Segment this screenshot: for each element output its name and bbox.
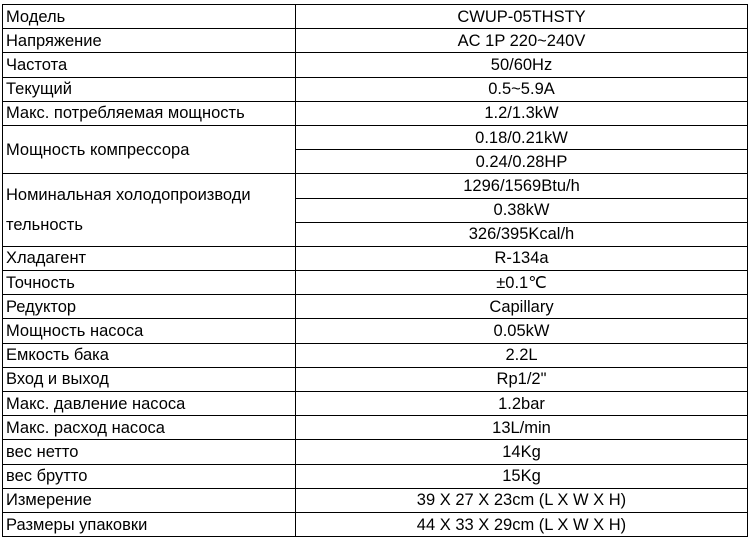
spec-value: 13L/min <box>296 416 748 440</box>
table-row <box>3 53 748 77</box>
spec-value: 14Kg <box>296 440 748 464</box>
spec-value: 2.2L <box>296 343 748 367</box>
spec-label: Измерение <box>3 488 296 512</box>
spec-value: AC 1P 220~240V <box>296 29 748 53</box>
spec-label-line: тельность <box>6 216 83 235</box>
spec-value: 0.5~5.9A <box>296 77 748 101</box>
spec-label: Макс. расход насоса <box>3 416 296 440</box>
table-row <box>3 416 748 440</box>
table-row <box>3 440 748 464</box>
spec-label: Хладагент <box>3 246 296 270</box>
spec-value: 1.2bar <box>296 392 748 416</box>
spec-value: 1.2/1.3kW <box>296 101 748 125</box>
table-row <box>3 125 748 149</box>
spec-label: Точность <box>3 271 296 295</box>
table-row <box>3 464 748 488</box>
table-row <box>3 392 748 416</box>
spec-label: Текущий <box>3 77 296 101</box>
table-row <box>3 343 748 367</box>
table-row <box>3 5 748 29</box>
spec-value: 0.38kW <box>296 198 748 222</box>
spec-label: Мощность насоса <box>3 319 296 343</box>
spec-value: 1296/1569Btu/h <box>296 174 748 198</box>
spec-value: 0.18/0.21kW <box>296 125 748 149</box>
table-row <box>3 512 748 536</box>
table-row <box>3 295 748 319</box>
spec-label: Вход и выход <box>3 367 296 391</box>
table-row <box>3 29 748 53</box>
table-row <box>3 367 748 391</box>
spec-label: Макс. потребляемая мощность <box>3 101 296 125</box>
spec-table <box>2 4 748 537</box>
spec-value: 44 X 33 X 29cm (L X W X H) <box>296 512 748 536</box>
spec-value: 15Kg <box>296 464 748 488</box>
spec-label: Модель <box>3 5 296 29</box>
table-row <box>3 271 748 295</box>
table-row <box>3 319 748 343</box>
spec-value: 0.24/0.28HP <box>296 150 748 174</box>
spec-label: Напряжение <box>3 29 296 53</box>
spec-value: CWUP-05THSTY <box>296 5 748 29</box>
table-row <box>3 246 748 270</box>
spec-value: 50/60Hz <box>296 53 748 77</box>
spec-value: 326/395Kcal/h <box>296 222 748 246</box>
spec-value: 39 X 27 X 23cm (L X W X H) <box>296 488 748 512</box>
spec-label: Частота <box>3 53 296 77</box>
spec-label: Емкость бака <box>3 343 296 367</box>
table-row <box>3 77 748 101</box>
spec-label: Макс. давление насоса <box>3 392 296 416</box>
table-row <box>3 488 748 512</box>
table-row <box>3 174 748 198</box>
spec-label: вес нетто <box>3 440 296 464</box>
spec-value: R-134a <box>296 246 748 270</box>
table-row <box>3 101 748 125</box>
spec-value: Rp1/2" <box>296 367 748 391</box>
spec-label: Мощность компрессора <box>3 125 296 173</box>
spec-label <box>3 174 296 247</box>
spec-label-line: Номинальная холодопроизводи <box>6 186 251 205</box>
spec-label: Редуктор <box>3 295 296 319</box>
spec-value: Capillary <box>296 295 748 319</box>
spec-value: 0.05kW <box>296 319 748 343</box>
spec-label: вес брутто <box>3 464 296 488</box>
spec-label: Размеры упаковки <box>3 512 296 536</box>
spec-value: ±0.1℃ <box>296 271 748 295</box>
